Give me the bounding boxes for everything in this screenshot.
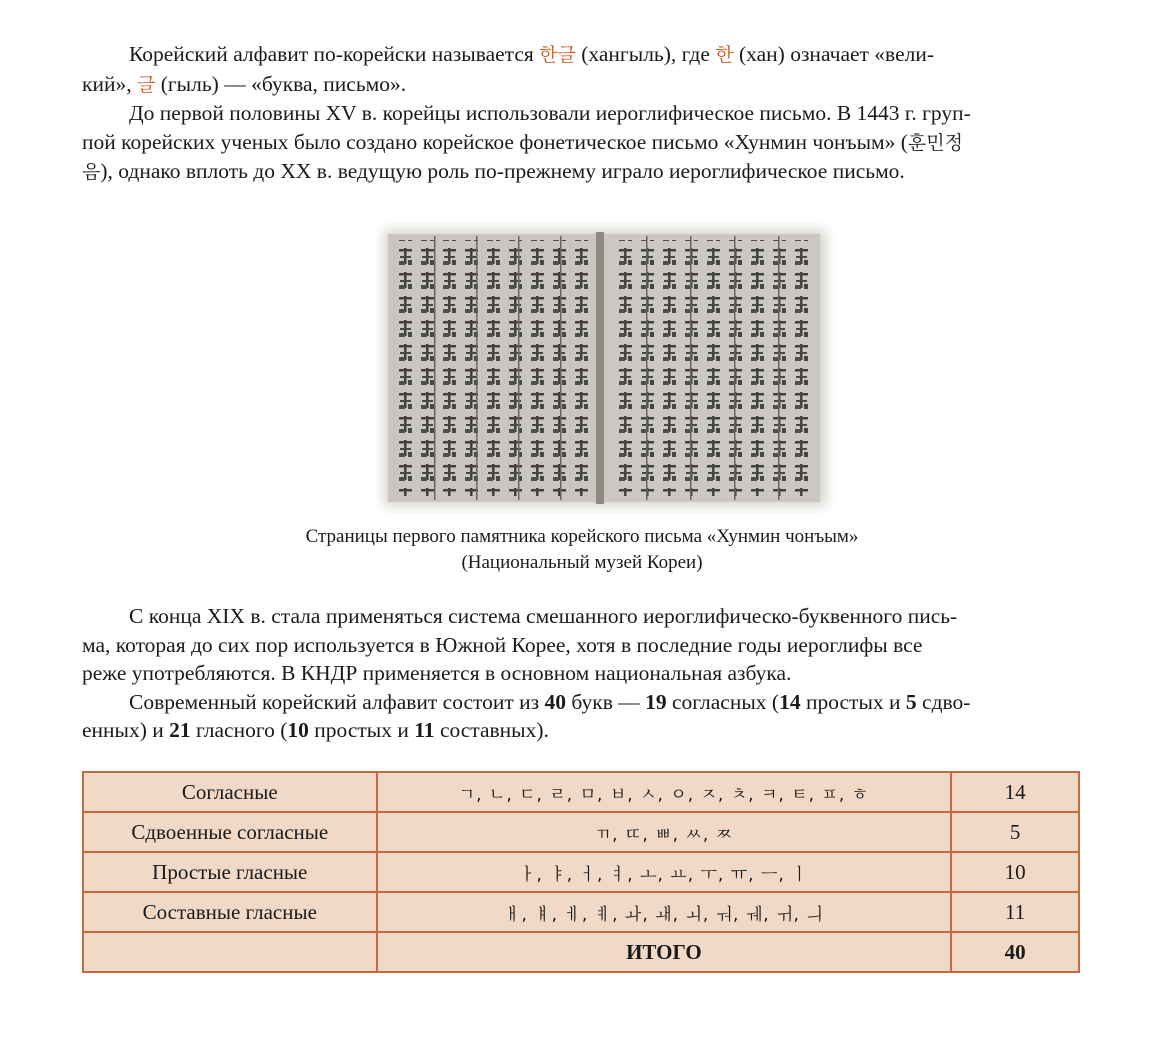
korean-word-han: 한 [715,44,734,66]
caption-line-1: Страницы первого памятника корейского письма «Хунмин чонъым» [305,526,859,547]
text-run: кий», [82,71,137,96]
row-letters: ㅐ, ㅒ, ㅔ, ㅖ, ㅘ, ㅙ, ㅚ, ㅝ, ㅞ, ㅟ, ㅢ [377,892,952,932]
korean-word-hangul: 한글 [539,44,576,66]
paragraph-alphabet-count [82,688,1078,745]
empty-cell [83,932,377,972]
korean-word-geul: 글 [136,73,156,96]
text-run: До первой половины XV в. корейцы использовали иероглифическое письмо. В 1443 г. груп- [129,101,971,125]
total-label: ИТОГО [377,932,952,972]
row-count: 5 [951,812,1079,852]
korean-word-eum: 음 [82,161,101,183]
table-row [83,772,1079,812]
row-count: 11 [951,892,1079,932]
row-letters: ㅏ, ㅑ, ㅓ, ㅕ, ㅗ, ㅛ, ㅜ, ㅠ, ㅡ, ㅣ [377,852,952,892]
row-letters: ㄱ, ㄴ, ㄷ, ㄹ, ㅁ, ㅂ, ㅅ, ㅇ, ㅈ, ㅊ, ㅋ, ㅌ, ㅍ, ㅎ [377,772,952,812]
korean-word-hunmin: 훈민정 [907,131,963,154]
text-run: пой корейских ученых было создано корейское фонетическое письмо «Хунмин чонъым» ( [82,129,908,154]
row-label: Сдвоенные согласные [83,812,377,852]
row-count: 10 [951,852,1079,892]
paragraph-history [82,99,1078,187]
intro-section [82,40,1078,190]
text-run: реже употребляются. В КНДР применяется в основном национальная азбука. [82,661,792,685]
text-run: (гыль) — «буква, письмо». [155,71,407,96]
bold-number: 19 [645,689,667,714]
bold-number: 5 [905,689,917,714]
text-run: ), однако вплоть до XX в. ведущую роль по-прежнему играло иероглифическое письмо. [100,159,905,183]
text-run: гласного ( [190,718,288,742]
text-run: согласных ( [666,689,780,714]
table-row [83,892,1079,932]
row-label: Простые гласные [83,852,377,892]
text-run: простых и [800,689,906,714]
text-run: ма, которая до сих пор используется в Южной Корее, хотя в последние годы иероглифы все [82,632,923,657]
text-run: Современный корейский алфавит состоит из [129,689,545,714]
modern-section [82,602,1078,745]
alphabet-table [82,771,1080,973]
paragraph-hangul-name [82,40,1078,99]
row-label: Составные гласные [83,892,377,932]
text-run: сдво- [916,689,971,714]
page-content [82,40,1078,964]
bold-number: 14 [779,689,801,714]
bold-number: 11 [414,718,435,742]
table-row [83,852,1079,892]
text-run: простых и [308,718,415,742]
bold-number: 21 [169,718,191,742]
bold-number: 10 [287,718,309,742]
row-label: Согласные [83,772,377,812]
text-run: (хан) означает «вели- [733,42,935,66]
table-row [83,812,1079,852]
row-count: 14 [951,772,1079,812]
bold-number: 40 [544,689,567,714]
text-run: (хангыль), где [575,42,716,66]
figure-caption [82,524,1082,576]
text-run: составных). [434,718,549,742]
total-count: 40 [951,932,1079,972]
text-run: букв — [566,689,646,714]
paragraph-mixed-script [82,602,1078,688]
book-page-left [388,234,596,502]
text-run: енных) и [82,718,170,742]
text-run: Корейский алфавит по-корейски называется [129,42,540,66]
row-letters: ㄲ, ㄸ, ㅃ, ㅆ, ㅉ [377,812,952,852]
text-run: С конца XIX в. стала применяться система смешанного иероглифическо-буквенного пись- [129,604,958,628]
book-page-right [604,234,820,502]
table-total-row [83,932,1079,972]
caption-line-2: (Национальный музей Кореи) [461,552,703,573]
hunmin-jeongeum-photo [374,222,836,514]
